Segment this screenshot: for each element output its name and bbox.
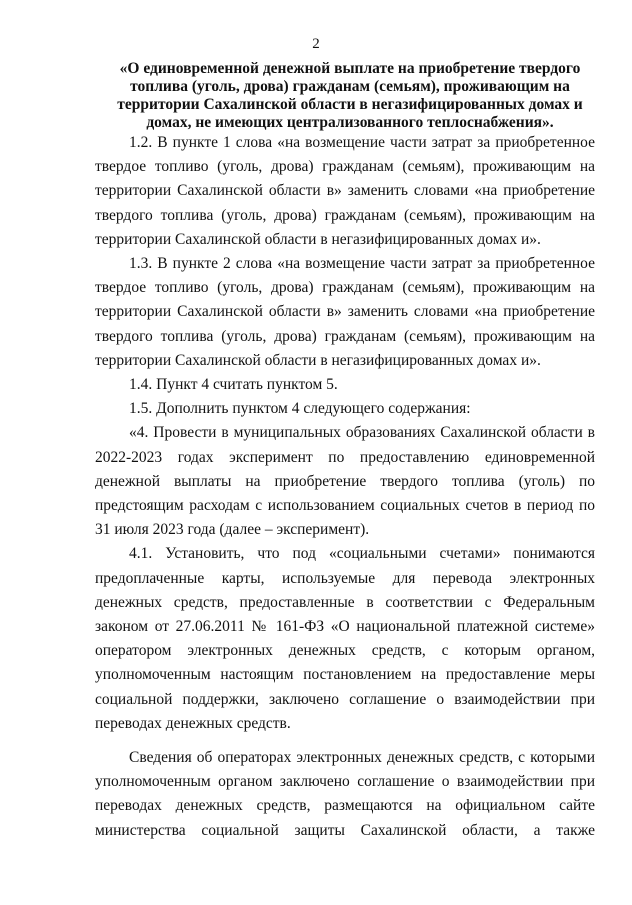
document-title: «О единовременной денежной выплате на приобретение твердого топлива (уголь, дрова) гражданам (семьям), проживающим на территории Сахалинской области в негазифицированных домах и домах, не имеющих централизованного теплоснабжения». (117, 60, 583, 131)
paragraph-4: «4. Провести в муниципальных образованиях Сахалинской области в 2022-2023 годах эксперимент по предоставлению единовременной денежной выплаты на приобретение твердого топлива (уголь) по предстоящим расходам с использованием социальных счетов в период по 31 июля 2023 года (далее – эксперимент). (95, 424, 595, 539)
paragraph-1-5: 1.5. Дополнить пунктом 4 следующего содержания: (129, 400, 471, 418)
paragraph-1-4: 1.4. Пункт 4 считать пунктом 5. (129, 376, 338, 394)
paragraph-1-2: 1.2. В пункте 1 слова «на возмещение части затрат за приобретенное твердое топливо (уголь, дрова) гражданам (семьям), проживающим на территории Сахалинской области в» заменить словами «на приобретение твердого топлива (уголь, дрова) гражданам (семьям), проживающим на территории Сахалинской области в негазифицированных домах и». (95, 134, 595, 248)
paragraph-operators-info: Сведения об операторах электронных денежных средств, с которыми уполномоченным органом заключено соглашение о взаимодействии при переводах денежных средств, размещаются на официальном сайте министерства социальной защиты Сахалинской области, а также (95, 749, 595, 839)
paragraph-1-3: 1.3. В пункте 2 слова «на возмещение части затрат за приобретенное твердое топливо (уголь, дрова) гражданам (семьям), проживающим на территории Сахалинской области в» заменить словами «на приобретение твердого топлива (уголь, дрова) гражданам (семьям), проживающим на территории Сахалинской области в негазифицированных домах и». (95, 255, 595, 369)
paragraph-4-1: 4.1. Установить, что под «социальными счетами» понимаются предоплаченные карты, используемые для перевода электронных денежных средств, предоставленные в соответствии с Федеральным законом от 27.06.2011 № 161-ФЗ «О национальной платежной системе» оператором электронных денежных средств, с которым органом, уполномоченным настоящим постановлением на предоставление меры социальной поддержки, заключено соглашение о взаимодействии при переводах денежных средств. (95, 545, 595, 732)
page-number: 2 (312, 36, 320, 52)
document-body (95, 131, 595, 843)
